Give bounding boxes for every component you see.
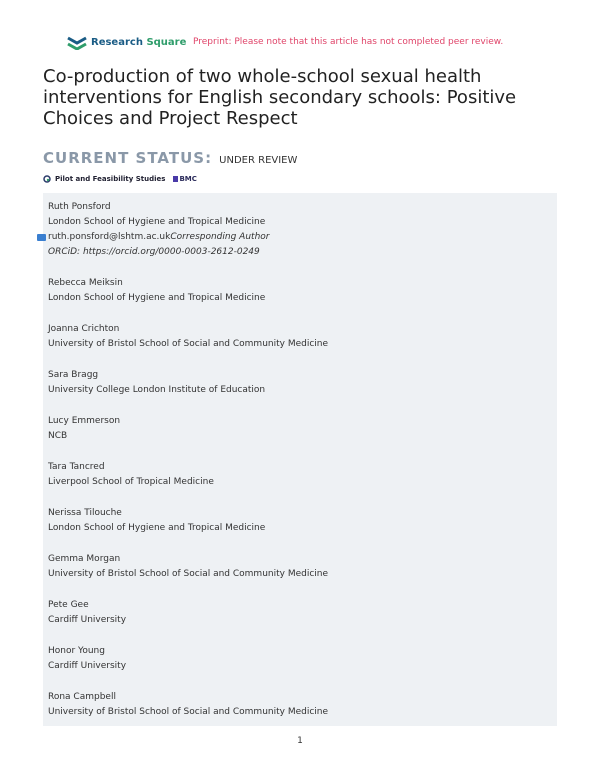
author-name: Joanna Crichton <box>48 324 120 334</box>
author-affiliation: University College London Institute of Education <box>48 385 266 395</box>
author-name: Rona Campbell <box>48 692 116 702</box>
author-item <box>48 460 328 490</box>
author-item <box>48 276 328 306</box>
author-affiliation: London School of Hygiene and Tropical Medicine <box>48 523 266 533</box>
logo-word-research: Research <box>91 36 143 48</box>
author-item <box>48 200 328 260</box>
author-affiliation: London School of Hygiene and Tropical Medicine <box>48 217 266 227</box>
author-name: Lucy Emmerson <box>48 416 121 426</box>
status-label: CURRENT STATUS: <box>43 149 213 167</box>
author-name: Ruth Ponsford <box>48 202 111 212</box>
author-item <box>48 368 328 398</box>
author-item <box>48 552 328 582</box>
status-value: UNDER REVIEW <box>219 155 298 166</box>
author-affiliation: Liverpool School of Tropical Medicine <box>48 477 214 487</box>
logo-word-square: Square <box>146 36 187 48</box>
author-item <box>48 322 328 352</box>
author-affiliation: University of Bristol School of Social and Community Medicine <box>48 339 329 349</box>
author-name: Tara Tancred <box>48 462 105 472</box>
publisher-name: BMC <box>179 175 197 183</box>
author-orcid[interactable]: ORCiD: https://orcid.org/0000-0003-2612-0249 <box>48 247 260 257</box>
author-item <box>48 644 328 674</box>
author-name: Rebecca Meiksin <box>48 278 123 288</box>
author-email[interactable]: ruth.ponsford@lshtm.ac.uk <box>48 232 171 242</box>
author-affiliation: NCB <box>48 431 68 441</box>
author-item <box>48 414 328 444</box>
preprint-notice: Preprint: Please note that this article has not completed peer review. <box>193 37 504 47</box>
logo-text <box>91 37 186 48</box>
author-name: Sara Bragg <box>48 370 99 380</box>
author-affiliation: Cardiff University <box>48 661 127 671</box>
author-item <box>48 690 328 720</box>
author-list <box>48 200 328 736</box>
author-item <box>48 506 328 536</box>
mail-icon <box>37 234 46 241</box>
current-status <box>43 148 297 167</box>
author-name: Nerissa Tilouche <box>48 508 122 518</box>
journal-line <box>43 175 197 183</box>
author-item <box>48 598 328 628</box>
author-affiliation: University of Bristol School of Social and Community Medicine <box>48 569 329 579</box>
author-name: Gemma Morgan <box>48 554 121 564</box>
bmc-icon <box>173 176 178 182</box>
article-title: Co-production of two whole-school sexual health interventions for English secondary schools: Positive Choices and Project Respect <box>43 66 517 129</box>
author-name: Honor Young <box>48 646 105 656</box>
author-affiliation: University of Bristol School of Social and Community Medicine <box>48 707 329 717</box>
page-number: 1 <box>297 736 303 746</box>
author-list-panel <box>43 193 557 726</box>
corresponding-author-label: Corresponding Author <box>170 232 270 242</box>
journal-name[interactable]: Pilot and Feasibility Studies <box>55 175 166 183</box>
author-name: Pete Gee <box>48 600 89 610</box>
journal-icon <box>43 175 51 183</box>
page-header <box>67 34 547 52</box>
research-square-logo-icon <box>67 34 87 50</box>
author-contact <box>48 230 328 245</box>
author-affiliation: London School of Hygiene and Tropical Medicine <box>48 293 266 303</box>
research-square-logo[interactable] <box>67 34 186 50</box>
author-affiliation: Cardiff University <box>48 615 127 625</box>
